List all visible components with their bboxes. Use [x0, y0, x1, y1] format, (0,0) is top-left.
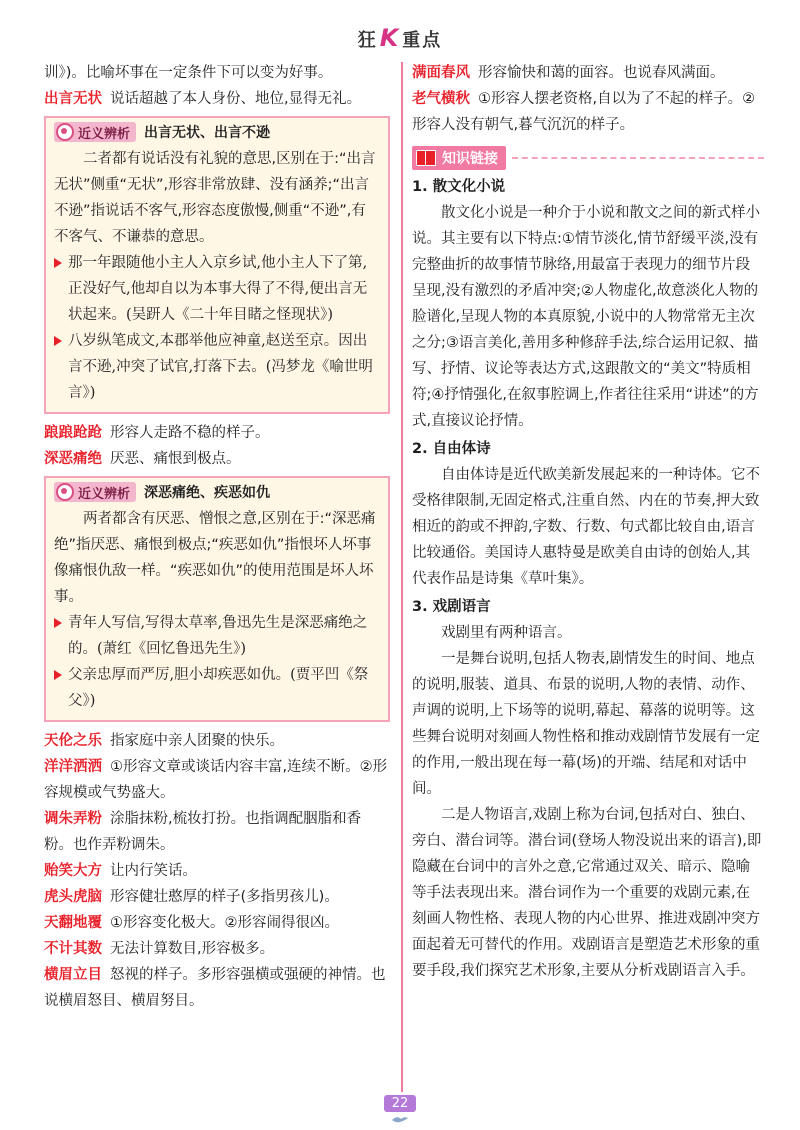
triangle-bullet-icon	[54, 258, 62, 268]
entry-term: 天翻地覆	[44, 915, 102, 931]
synonym-badge	[54, 482, 136, 502]
box-header	[54, 482, 380, 502]
entry-term: 虎头虎脑	[44, 889, 102, 905]
entry-term: 调朱弄粉	[44, 811, 102, 827]
entry-term: 天伦之乐	[44, 733, 102, 749]
section-3-paragraph-3: 二是人物语言,戏剧上称为台词,包括对白、独白、旁白、潜台词等。潜台词(登场人物没说出来的语言),即隐藏在台词中的言外之意,它常通过双关、暗示、隐喻等手法表现出来。潜台词作为一个重要的戏剧元素,在刻画人物性格、表现人物的内心世界、推进戏剧冲突方面起着无可替代的作用。戏剧语言是塑造艺术形象的重要手段,我们探究艺术形象,主要从分析戏剧语言入手。	[412, 807, 762, 979]
entry-term: 踉踉跄跄	[44, 425, 102, 441]
column-divider	[401, 62, 403, 1092]
section-2-paragraph: 自由体诗是近代欧美新发展起来的一种诗体。它不受格律限制,无固定格式,注重自然、内在的节奏,押大致相近的韵或不押韵,字数、行数、句式都比较自由,语言比较通俗。美国诗人惠特曼是欧美自由诗的创始人,其代表作品是诗集《草叶集》。	[412, 467, 760, 587]
entry-manmian-chunfeng	[412, 60, 764, 86]
eye-icon	[56, 483, 74, 501]
entry-term: 不计其数	[44, 941, 102, 957]
entry-def: 涂脂抹粉,梳妆打扮。也指调配胭脂和香粉。也作弄粉调朱。	[44, 811, 362, 853]
entry-laoqi-hengqiu	[412, 86, 764, 138]
entry-def: 指家庭中亲人团聚的快乐。	[110, 733, 284, 749]
box-title: 出言无状、出言不逊	[144, 125, 271, 141]
entry-term: 深恶痛绝	[44, 451, 102, 467]
entry-term: 出言无状	[44, 91, 102, 107]
box-title: 深恶痛绝、疾恶如仇	[144, 485, 271, 501]
entry-def: 无法计算数目,形容极多。	[110, 941, 275, 957]
entry-tianfan-difu	[44, 910, 390, 936]
page-number: 22	[384, 1095, 417, 1112]
example-text: 父亲忠厚而严厉,胆小却疾恶如仇。(贾平凹《祭父》)	[68, 667, 369, 709]
entry-hengmei-limu	[44, 962, 390, 1014]
box-text: 两者都含有厌恶、憎恨之意,区别在于:“深恶痛绝”指厌恶、痛恨到极点;“疾恶如仇”指恨坏人坏事像痛恨仇敌一样。“疾恶如仇”的使用范围是坏人坏事。	[54, 511, 376, 605]
entry-def: ①形容人摆老资格,自以为了不起的样子。②形容人没有朝气,暮气沉沉的样子。	[412, 91, 756, 133]
entry-yangyang-sasa	[44, 754, 390, 806]
synonym-badge	[54, 122, 136, 142]
header-title-k: K	[379, 24, 401, 52]
section-3-paragraph-1: 戏剧里有两种语言。	[441, 625, 572, 641]
badge-label: 近义辨析	[78, 486, 131, 502]
header-title	[0, 24, 800, 52]
entry-def: 形容人走路不稳的样子。	[110, 425, 270, 441]
example-text: 青年人写信,写得太草率,鲁迅先生是深恶痛绝之的。(萧红《回忆鲁迅先生》)	[68, 615, 368, 657]
box-header	[54, 122, 380, 142]
entry-buji-qishu	[44, 936, 390, 962]
header-title-post: 重点	[402, 30, 443, 51]
entry-def: 说话超越了本人身份、地位,显得无礼。	[110, 91, 362, 107]
entry-hutou-hunao	[44, 884, 390, 910]
entry-def: 形容愉快和蔼的面容。也说春风满面。	[478, 65, 725, 81]
entry-yixiao-dafang	[44, 858, 390, 884]
page-footer	[0, 1092, 800, 1124]
box-text: 二者都有说话没有礼貌的意思,区别在于:“出言无状”侧重“无状”,形容非常放肆、没有涵养;“出言不逊”指说话不客气,形容态度傲慢,侧重“不逊”,有不客气、不谦恭的意思。	[54, 151, 376, 245]
synonym-box-1	[44, 116, 390, 414]
example-2	[54, 328, 380, 406]
triangle-bullet-icon	[54, 618, 62, 628]
entry-shenwu-tongjue	[44, 446, 390, 472]
example-text: 那一年跟随他小主人入京乡试,他小主人下了第,正没好气,他却自以为本事大得了不得,便出言无状起来。(吴趼人《二十年目睹之怪现状》)	[68, 255, 368, 323]
example-2	[54, 662, 380, 714]
entry-def: ①形容变化极大。②形容闹得很凶。	[110, 915, 339, 931]
example-1	[54, 610, 380, 662]
entry-term: 贻笑大方	[44, 863, 102, 879]
entry-chuyan-wuzhuang	[44, 86, 390, 112]
entry-term: 横眉立目	[44, 967, 102, 983]
section-title-3: 3. 戏剧语言	[412, 599, 491, 615]
continuation-text: 训》)。比喻坏事在一定条件下可以变为好事。	[44, 65, 333, 81]
page-header	[0, 10, 800, 54]
entry-term: 老气横秋	[412, 91, 470, 107]
section-title-2: 2. 自由体诗	[412, 441, 491, 457]
header-title-pre: 狂	[357, 30, 378, 51]
example-text: 八岁纵笔成文,本郡举他应神童,赵送至京。因出言不逊,冲突了试官,打落下去。(冯梦龙《喻世明言》)	[68, 333, 373, 401]
synonym-box-2	[44, 476, 390, 722]
entry-def: 厌恶、痛恨到极点。	[110, 451, 241, 467]
badge-label: 近义辨析	[78, 126, 131, 142]
triangle-bullet-icon	[54, 336, 62, 346]
entry-liangliangqiangqiang	[44, 420, 390, 446]
dashed-rule	[512, 157, 764, 159]
right-column	[412, 60, 764, 984]
knowledge-link-badge	[412, 146, 506, 170]
entry-tianlun-zhile	[44, 728, 390, 754]
entry-term: 洋洋洒洒	[44, 759, 102, 775]
bird-ornament-icon	[391, 1114, 409, 1124]
entry-def: 形容健壮憨厚的样子(多指男孩儿)。	[110, 889, 339, 905]
section-title-1: 1. 散文化小说	[412, 179, 506, 195]
left-column	[44, 60, 390, 1014]
knowledge-link-header	[412, 146, 764, 170]
section-1-paragraph: 散文化小说是一种介于小说和散文之间的新式样小说。其主要有以下特点:①情节淡化,情节舒缓平淡,没有完整曲折的故事情节脉络,用最富于表现力的细节片段呈现,没有激烈的矛盾冲突;②人物虚化,故意淡化人物的脸谱化,呈现人物的本真原貌,小说中的人物常常无主次之分;③语言美化,善用多种修辞手法,综合运用记叙、描写、抒情、议论等表达方式,这跟散文的“美文”特质相符;④抒情强化,在叙事腔调上,作者往往采用“讲述”的方式,直接议论抒情。	[412, 205, 760, 429]
eye-icon	[56, 123, 74, 141]
section-3-paragraph-2: 一是舞台说明,包括人物表,剧情发生的时间、地点的说明,服装、道具、布景的说明,人物的表情、动作、声调的说明,上下场等的说明,幕起、幕落的说明等。这些舞台说明对刻画人物性格和推动戏剧情节发展有一定的作用,一般出现在每一幕(场)的开端、结尾和对话中间。	[412, 651, 760, 797]
knowledge-link-label: 知识链接	[442, 151, 498, 167]
entry-def: 让内行笑话。	[110, 863, 197, 879]
entry-tiaozhu-nongfen	[44, 806, 390, 858]
book-icon	[416, 150, 436, 166]
entry-def: 怒视的样子。多形容强横或强硬的神情。也说横眉怒目、横眉努目。	[44, 967, 386, 1009]
triangle-bullet-icon	[54, 670, 62, 680]
entry-term: 满面春风	[412, 65, 470, 81]
entry-def: ①形容文章或谈话内容丰富,连续不断。②形容规模或气势盛大。	[44, 759, 388, 801]
example-1	[54, 250, 380, 328]
